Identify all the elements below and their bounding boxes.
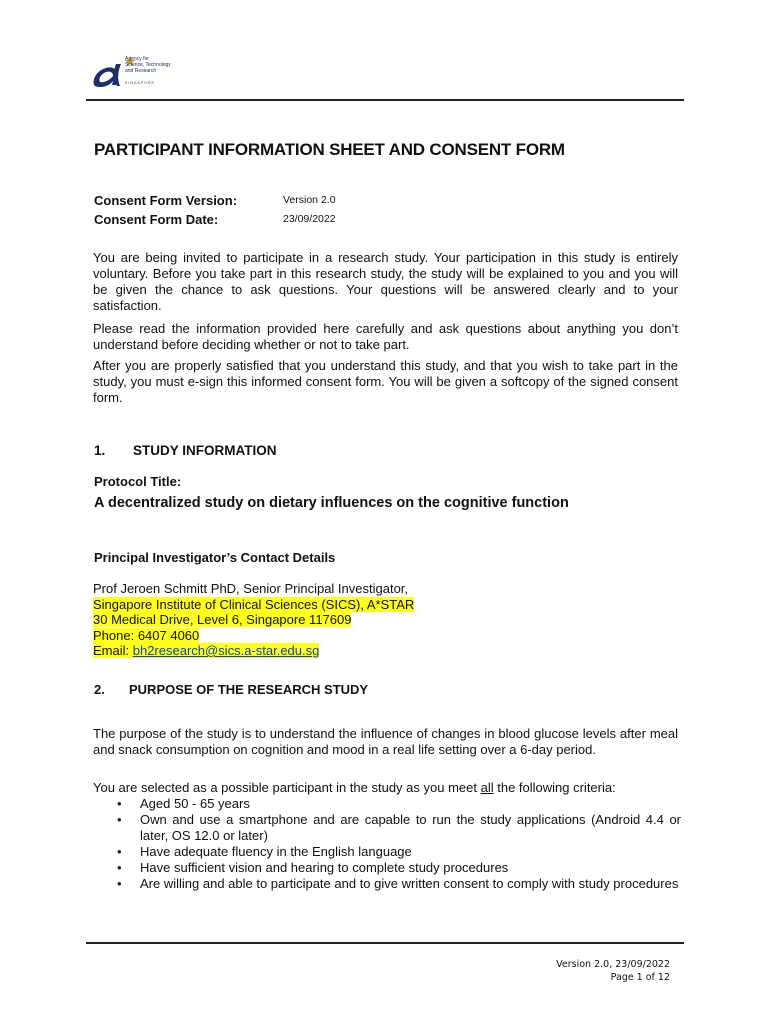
criteria-intro-emphasis: all: [480, 780, 494, 795]
list-item: [93, 876, 681, 892]
logo-line: Science, Technology: [125, 62, 171, 68]
intro-paragraph: You are being invited to participate in a research study. Your participation in this study is entirely voluntary. Before you take part in this research study, the study will be explained to you and you will be given the chance to ask questions. Your questions will be answered clearly and to your satisfaction.: [93, 250, 678, 313]
criteria-list: [93, 796, 681, 892]
pi-name: Prof Jeroen Schmitt PhD, Senior Principal Investigator,: [93, 581, 409, 596]
date-label: Consent Form Date:: [94, 212, 219, 227]
bullet-icon: •: [117, 876, 122, 891]
pi-phone: Phone: 6407 4060: [93, 627, 200, 643]
page-title: PARTICIPANT INFORMATION SHEET AND CONSENT FORM: [94, 140, 565, 159]
email-link[interactable]: bh2research@sics.a-star.edu.sg: [132, 643, 320, 658]
footer-divider: [86, 942, 684, 944]
bullet-icon: •: [117, 844, 122, 859]
criteria-text: Are willing and able to participate and to give written consent to comply with study procedures: [140, 876, 679, 891]
list-item: [93, 844, 681, 860]
intro-paragraph: Please read the information provided here carefully and ask questions about anything you don’t understand before deciding whether or not to take part.: [93, 321, 678, 352]
list-item: [93, 796, 681, 812]
criteria-intro-text: the following criteria:: [493, 780, 616, 795]
criteria-intro: [93, 780, 678, 796]
version-label: Consent Form Version:: [94, 193, 238, 208]
criteria-text: Have sufficient vision and hearing to complete study procedures: [140, 860, 509, 875]
pi-address: 30 Medical Drive, Level 6, Singapore 117609: [93, 612, 352, 627]
section-number: 2.: [94, 682, 105, 697]
criteria-text: Aged 50 - 65 years: [140, 796, 250, 811]
header-divider: [86, 99, 684, 101]
footer-version: Version 2.0, 23/09/2022: [556, 959, 670, 970]
section-number: 1.: [94, 443, 106, 458]
protocol-title: A decentralized study on dietary influences on the cognitive function: [94, 495, 569, 511]
logo-wordmark: [125, 56, 171, 74]
section-title: PURPOSE OF THE RESEARCH STUDY: [129, 682, 369, 697]
pi-heading: Principal Investigator’s Contact Details: [94, 550, 336, 565]
purpose-paragraph: The purpose of the study is to understand the influence of changes in blood glucose levels after meal and snack consumption on cognition and mood in a real life setting over a 6-day period.: [93, 726, 678, 757]
logo-subtitle: SINGAPORE: [125, 81, 155, 85]
criteria-text: Own and use a smartphone and are capable to run the study applications (Android 4.4 or later, OS 12.0 or later): [140, 812, 681, 843]
footer-page-number: Page 1 of 12: [610, 972, 670, 983]
protocol-label: Protocol Title:: [94, 474, 182, 489]
version-value: Version 2.0: [283, 194, 336, 206]
logo-line: Agency for: [125, 56, 149, 62]
logo-line: and Research: [125, 68, 157, 74]
email-label: Email:: [93, 643, 133, 658]
bullet-icon: •: [117, 860, 122, 875]
date-value: 23/09/2022: [283, 213, 336, 225]
bullet-icon: •: [117, 796, 122, 811]
intro-paragraph: After you are properly satisfied that you understand this study, and that you wish to take part in the study, you must e-sign this informed consent form. You will be given a softcopy of the signed consent form.: [93, 358, 678, 405]
section-title: STUDY INFORMATION: [133, 443, 277, 458]
pi-contact-block: [93, 581, 414, 659]
criteria-text: Have adequate fluency in the English language: [140, 844, 412, 859]
pi-institute: Singapore Institute of Clinical Sciences (SICS), A*STAR: [93, 596, 415, 612]
list-item: [93, 812, 681, 844]
bullet-icon: •: [117, 812, 122, 827]
list-item: [93, 860, 681, 876]
criteria-intro-text: You are selected as a possible participant in the study as you meet: [93, 780, 481, 795]
